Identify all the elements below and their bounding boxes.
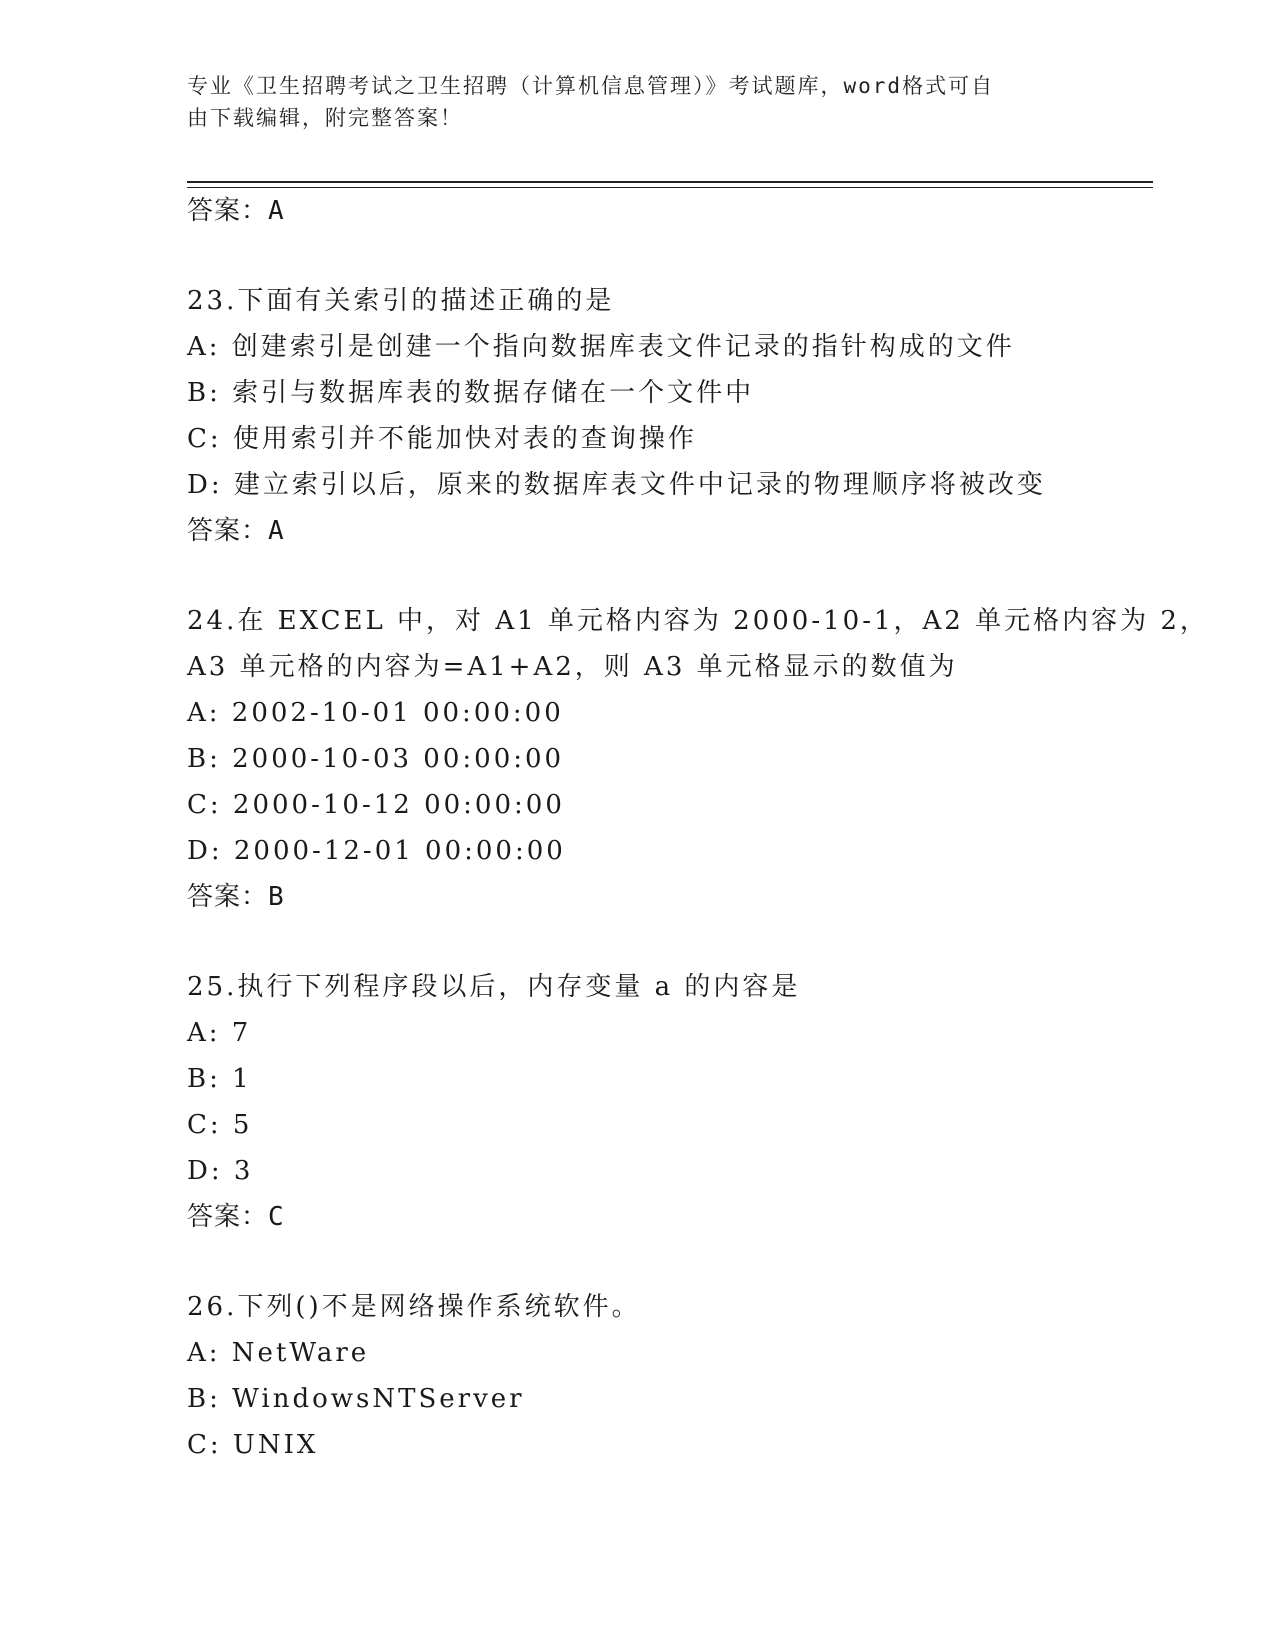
header-divider-thick <box>187 181 1153 183</box>
answer-line: 答案：B <box>187 882 285 912</box>
option-d: D: 建立索引以后，原来的数据库表文件中记录的物理顺序将被改变 <box>187 470 1046 500</box>
question-stem: 23.下面有关索引的描述正确的是 <box>187 286 615 316</box>
option-c: C: 5 <box>187 1110 253 1140</box>
option-a: A: 创建索引是创建一个指向数据库表文件记录的指针构成的文件 <box>187 332 1015 362</box>
question-stem: 24.在 EXCEL 中，对 A1 单元格内容为 2000-10-1，A2 单元格内容为 2， <box>187 606 1209 636</box>
question-stem: 26.下列()不是网络操作系统软件。 <box>187 1292 641 1322</box>
document-header <box>187 70 1087 134</box>
option-b: B: 2000-10-03 00:00:00 <box>187 744 565 774</box>
option-d: D: 2000-12-01 00:00:00 <box>187 836 566 866</box>
header-line-2: 由下载编辑，附完整答案！ <box>187 106 463 130</box>
spacer <box>187 234 1137 278</box>
question-list <box>187 188 1209 1468</box>
answer-line: 答案：A <box>187 196 285 226</box>
answer-line: 答案：C <box>187 1202 285 1232</box>
option-c: C: 2000-10-12 00:00:00 <box>187 790 565 820</box>
question-block <box>187 1284 1137 1468</box>
question-block <box>187 278 1137 554</box>
option-d: D: 3 <box>187 1156 254 1186</box>
option-a: A: NetWare <box>187 1338 370 1368</box>
option-a: A: 7 <box>187 1018 252 1048</box>
question-stem: 25.执行下列程序段以后，内存变量 a 的内容是 <box>187 972 801 1002</box>
spacer <box>187 554 1137 598</box>
option-c: C: UNIX <box>187 1430 319 1460</box>
header-line-1: 专业《卫生招聘考试之卫生招聘（计算机信息管理）》考试题库，word格式可自 <box>187 74 995 98</box>
option-b: B: 1 <box>187 1064 252 1094</box>
option-a: A: 2002-10-01 00:00:00 <box>187 698 564 728</box>
option-b: B: 索引与数据库表的数据存储在一个文件中 <box>187 378 755 408</box>
option-c: C: 使用索引并不能加快对表的查询操作 <box>187 424 697 454</box>
answer-line: 答案：A <box>187 516 285 546</box>
question-block <box>187 598 1209 920</box>
spacer <box>187 1240 1137 1284</box>
question-block <box>187 964 1137 1240</box>
spacer <box>187 920 1137 964</box>
option-b: B: WindowsNTServer <box>187 1384 525 1414</box>
question-stem-continued: A3 单元格的内容为=A1+A2，则 A3 单元格显示的数值为 <box>187 652 958 682</box>
